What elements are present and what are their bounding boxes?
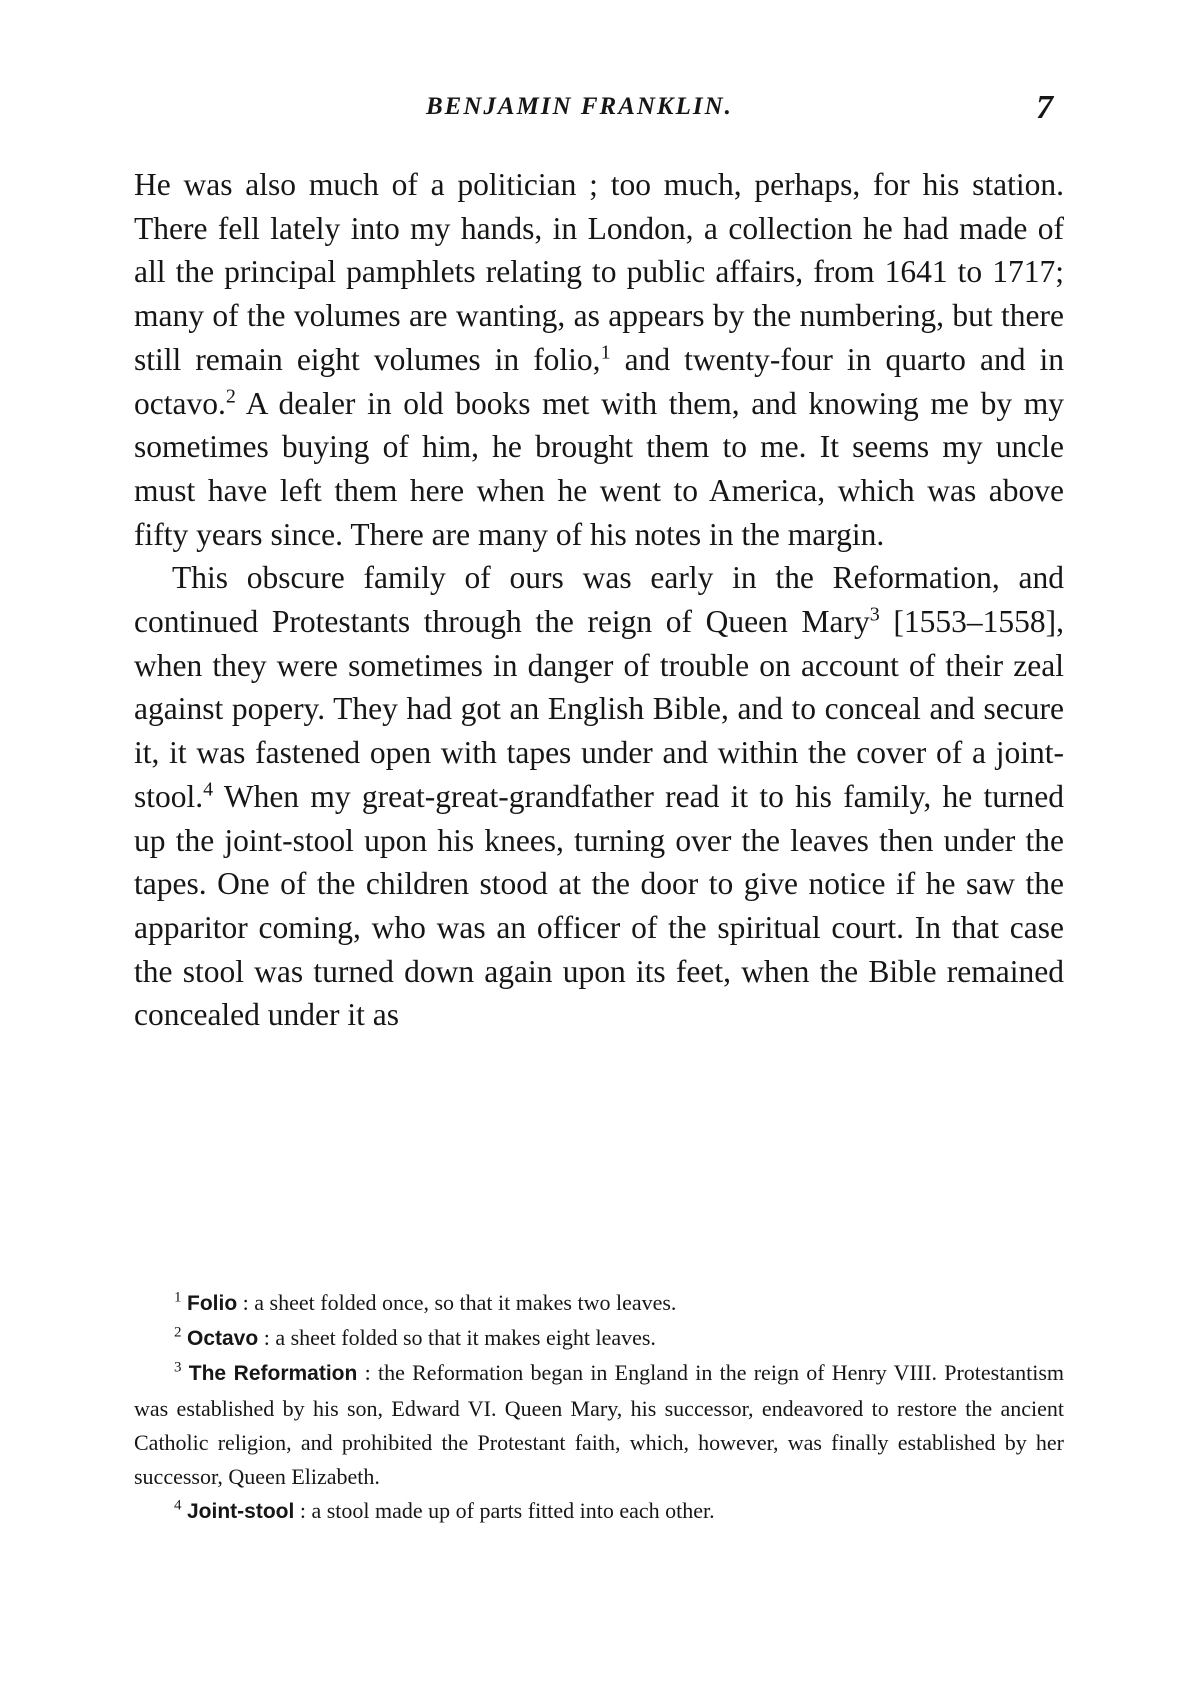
paragraph-2-text-c: When my great-great-grandfather read it to his family, he turned up the joint-stool upon his knees, turning over the leaves then under the tapes. One of the children stood at the door to give notice if he saw the apparitor coming, who was an officer of the spiritual court. In that case the stool was turned down again upon its feet, when the Bible remained concealed under it as [134,778,1064,1033]
footnote-text: a sheet folded once, so that it makes two leaves. [254,1290,677,1315]
footnote-mark: 3 [174,1360,182,1377]
paragraph-1-text-c: A dealer in old books met with them, and knowing me by my sometimes buying of him, he brought them to me. It seems my uncle must have left them here when he went to America, which was above fifty years since. There are many of his notes in the margin. [134,385,1064,552]
footnote-4 [134,1494,1064,1529]
footnote-2 [134,1321,1064,1356]
footnote-ref-2: 2 [225,385,236,408]
paragraph-1-text-a: He was also much of a politician ; too much, perhaps, for his station. There fell lately into my hands, in London, a collection he had made of all the principal pamphlets relating to public affairs, from 1641 to 1717; many of the volumes are wanting, as appears by the numbering, but there still remain eight volumes in folio, [134,167,1064,377]
footnote-ref-1: 1 [600,341,611,364]
body-text [134,163,1064,1037]
footnote-3 [134,1356,1064,1494]
footnote-text: a stool made up of parts fitted into each other. [311,1498,715,1524]
footnote-separator: : [237,1290,255,1315]
paragraph-2-text-b: [1553–1558], when they were sometimes in danger of trouble on account of their zeal against popery. They had got an English Bible, and to conceal and secure it, it was fastened open with tapes under and within the cover of a joint-stool. [134,604,1065,814]
footnote-separator: : [357,1360,378,1386]
footnote-ref-4: 4 [203,778,214,801]
footnote-mark: 2 [174,1324,182,1341]
footnote-separator: : [294,1498,312,1524]
footnote-mark: 1 [174,1289,182,1306]
running-head [0,89,1200,132]
paragraph-1-text-b: and twenty-four in quarto and in octavo. [134,341,1064,421]
footnote-term: The Reformation [188,1362,358,1386]
footnote-term: Octavo [187,1327,259,1351]
footnote-text: a sheet folded so that it makes eight leaves. [275,1325,656,1351]
footnote-term: Folio [187,1292,238,1315]
page-number: 7 [1036,89,1053,126]
paragraph-2 [134,556,1064,1037]
footnotes [134,1286,1064,1529]
footnote-mark: 4 [174,1497,182,1514]
footnote-separator: : [258,1325,276,1351]
footnote-term: Joint-stool [187,1500,295,1524]
paragraph-2-text-a: This obscure family of ours was early in the Reformation, and continued Protestants through the reign of Queen Mary [134,560,1064,640]
footnote-1 [134,1286,1064,1321]
footnote-ref-3: 3 [869,603,880,626]
running-title: BENJAMIN FRANKLIN. [426,93,733,120]
paragraph-1 [134,163,1064,556]
footnote-text: the Reformation began in England in the reign of Henry VIII. Protestantism was established by his son, Edward VI. Queen Mary, his successor, endeavored to restore the ancient Catholic religion, and prohibited the Protestant faith, which, however, was finally established by her successor, Queen Elizabeth. [134,1360,1064,1490]
